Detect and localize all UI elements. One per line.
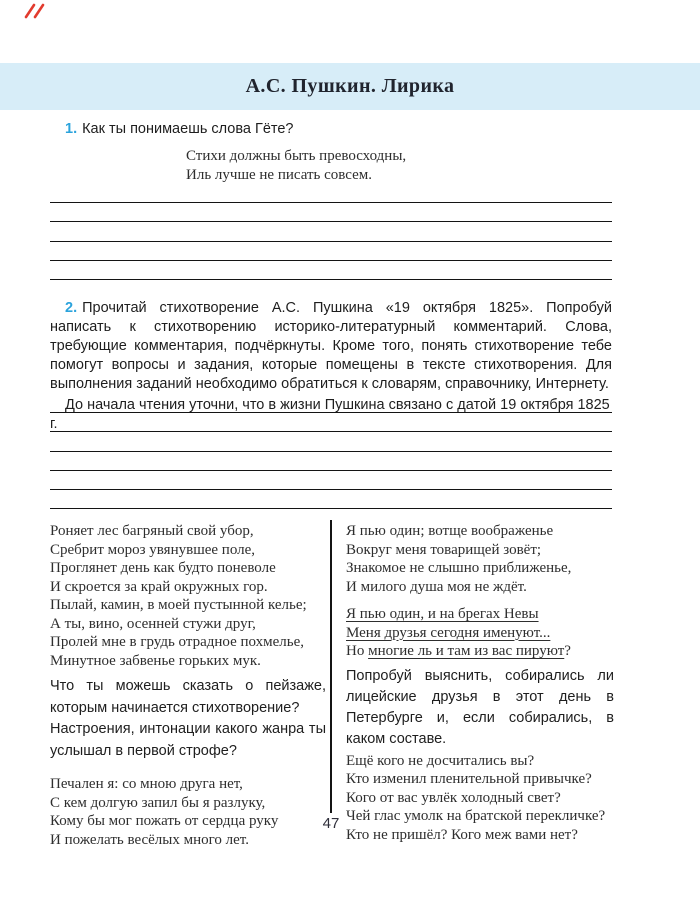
task-2-text: Прочитай стихотворение А.С. Пушкина «19 октября 1825». Попробуй написать к стихотворению историко-литературный комментарий. Слова, требующие комментария, подчёркнуты. Кроме того, понять стихотворение тебе помогут вопросы и задания, которые помещены в тексте стихотворения. Для выполнения заданий необходимо обратиться к словарям, справочнику, Интернету. bbox=[50, 300, 612, 392]
page-title: А.С. Пушкин. Лирика bbox=[245, 75, 455, 97]
task-2-note: До начала чтения уточни, что в жизни Пушкина связано с датой 19 октября 1825 г. bbox=[50, 397, 610, 432]
poem-line: Вокруг меня товарищей зовёт; bbox=[346, 541, 542, 558]
question-text: Что ты можешь сказать о пейзаже, которым начинается стихотворение? bbox=[50, 678, 326, 716]
poem-line: Кому бы мог пожать от сердца руку bbox=[50, 813, 279, 829]
task-question-left bbox=[50, 676, 326, 762]
poem-line: Меня друзья сегодня именуют... bbox=[346, 624, 551, 641]
poem-line: А ты, вино, осенней стужи друг, bbox=[50, 615, 256, 632]
poem-line: Сребрит мороз увянувшее поле, bbox=[50, 541, 256, 558]
poem-line: Ещё кого не досчитались вы? bbox=[346, 752, 535, 769]
poem-line: Знакомое не слышно приближенье, bbox=[346, 560, 572, 576]
poem-stanza bbox=[50, 775, 326, 849]
poem-line: Кого от вас увлёк холодный свет? bbox=[346, 789, 561, 806]
ruled-line bbox=[50, 452, 612, 471]
page-number: 47 bbox=[322, 815, 340, 832]
column-divider bbox=[330, 520, 332, 813]
poem-left-column bbox=[50, 522, 326, 849]
poem-line: Кто не пришёл? Кого меж вами нет? bbox=[346, 826, 578, 843]
poem-line: Пролей мне в грудь отрадное похмелье, bbox=[50, 634, 305, 650]
poem-line: Печален я: со мною друга нет, bbox=[50, 776, 243, 792]
task-1-text: Как ты понимаешь слова Гёте? bbox=[82, 121, 294, 137]
task-question-right bbox=[346, 666, 614, 750]
poem-line: Проглянет день как будто поневоле bbox=[50, 560, 276, 576]
answer-lines-2 bbox=[50, 394, 612, 509]
poem-line: И милого душа моя не ждёт. bbox=[346, 578, 527, 595]
ruled-line bbox=[50, 261, 612, 280]
poem-line: Минутное забвенье горьких мук. bbox=[50, 652, 261, 669]
task-2-paragraph bbox=[50, 299, 612, 394]
poem-line: С кем долгую запил бы я разлуку, bbox=[50, 794, 266, 811]
ruled-line bbox=[50, 184, 612, 203]
question-text: Настроения, интонации какого жанра ты услышал в первой строфе? bbox=[50, 721, 326, 759]
red-pen-mark-icon bbox=[22, 2, 48, 20]
ruled-line bbox=[50, 203, 612, 222]
poem-line: Кто изменил пленительной привычке? bbox=[346, 771, 592, 787]
task-1-number: 1. bbox=[65, 121, 78, 137]
ruled-line bbox=[50, 490, 612, 509]
answer-lines-1 bbox=[50, 184, 612, 280]
ruled-line bbox=[50, 242, 612, 261]
poem-stanza-underlined bbox=[346, 605, 614, 661]
ruled-line bbox=[50, 222, 612, 241]
ruled-line bbox=[50, 432, 612, 451]
poem-right-column bbox=[346, 522, 614, 844]
goethe-quote bbox=[186, 147, 406, 185]
task-1 bbox=[50, 120, 612, 139]
poem-line: Иль лучше не писать совсем. bbox=[186, 167, 373, 183]
poem-line: Чей глас умолк на братской перекличке? bbox=[346, 808, 606, 824]
ruled-line bbox=[50, 394, 612, 413]
ruled-line bbox=[50, 471, 612, 490]
poem-line: И пожелать весёлых много лет. bbox=[50, 831, 249, 848]
header-band bbox=[0, 63, 700, 110]
poem-line: Я пью один, и на брегах Невы bbox=[346, 606, 539, 622]
ruled-line bbox=[50, 413, 612, 432]
poem-stanza bbox=[50, 522, 326, 670]
poem-line: Пылай, камин, в моей пустынной келье; bbox=[50, 597, 307, 613]
poem-line: Роняет лес багряный свой убор, bbox=[50, 523, 254, 539]
poem-stanza bbox=[346, 522, 614, 596]
poem-line: Но многие ль и там из вас пируют? bbox=[346, 643, 571, 659]
task-2-number: 2. bbox=[65, 300, 78, 316]
poem-line: Стихи должны быть превосходны, bbox=[186, 148, 407, 164]
question-text: Попробуй выяснить, собирались ли лицейские друзья в этот день в Петербурге и, если собирались, в каком составе. bbox=[346, 667, 614, 747]
poem-line: И скроется за край окружных гор. bbox=[50, 578, 268, 595]
poem-line: Я пью один; вотще воображенье bbox=[346, 523, 554, 539]
